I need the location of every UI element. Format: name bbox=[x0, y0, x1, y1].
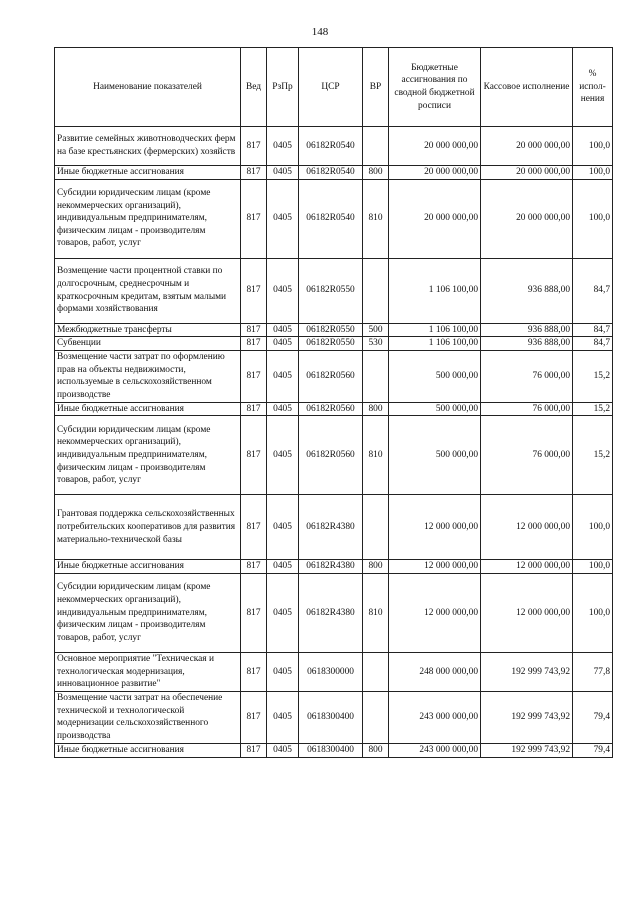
cell-budget: 20 000 000,00 bbox=[389, 166, 481, 180]
cell-pct: 100,0 bbox=[573, 573, 613, 652]
cell-cash: 12 000 000,00 bbox=[481, 560, 573, 574]
table-row bbox=[55, 691, 613, 743]
cell-rzpr: 0405 bbox=[267, 258, 299, 323]
cell-rzpr: 0405 bbox=[267, 127, 299, 166]
cell-csr: 0618300400 bbox=[299, 691, 363, 743]
cell-rzpr: 0405 bbox=[267, 337, 299, 351]
cell-cash: 192 999 743,92 bbox=[481, 652, 573, 691]
cell-budget: 1 106 100,00 bbox=[389, 337, 481, 351]
cell-cash: 20 000 000,00 bbox=[481, 166, 573, 180]
cell-budget: 500 000,00 bbox=[389, 416, 481, 495]
cell-pct: 100,0 bbox=[573, 127, 613, 166]
cell-ved: 817 bbox=[241, 166, 267, 180]
cell-cash: 76 000,00 bbox=[481, 416, 573, 495]
cell-cash: 76 000,00 bbox=[481, 350, 573, 402]
cell-rzpr: 0405 bbox=[267, 573, 299, 652]
cell-vr bbox=[363, 495, 389, 560]
header-csr: ЦСР bbox=[299, 48, 363, 127]
table-row bbox=[55, 179, 613, 258]
cell-ved: 817 bbox=[241, 495, 267, 560]
cell-pct: 100,0 bbox=[573, 166, 613, 180]
header-budget: Бюджетные ассигнования по сводной бюджетной росписи bbox=[389, 48, 481, 127]
cell-rzpr: 0405 bbox=[267, 402, 299, 416]
cell-name: Иные бюджетные ассигнования bbox=[55, 402, 241, 416]
cell-budget: 243 000 000,00 bbox=[389, 743, 481, 757]
table-row bbox=[55, 350, 613, 402]
cell-vr bbox=[363, 350, 389, 402]
cell-ved: 817 bbox=[241, 691, 267, 743]
cell-name: Субсидии юридическим лицам (кроме некоммерческих организаций), индивидуальным предпринимателям, физическим лицам - производителям товаров, работ, услуг bbox=[55, 179, 241, 258]
header-name: Наименование показателей bbox=[55, 48, 241, 127]
cell-pct: 79,4 bbox=[573, 691, 613, 743]
cell-pct: 84,7 bbox=[573, 323, 613, 337]
cell-pct: 79,4 bbox=[573, 743, 613, 757]
cell-csr: 06182R0540 bbox=[299, 127, 363, 166]
cell-ved: 817 bbox=[241, 402, 267, 416]
table-row bbox=[55, 495, 613, 560]
cell-name: Субсидии юридическим лицам (кроме некоммерческих организаций), индивидуальным предпринимателям, физическим лицам - производителям товаров, работ, услуг bbox=[55, 573, 241, 652]
cell-csr: 06182R0550 bbox=[299, 323, 363, 337]
cell-vr: 800 bbox=[363, 402, 389, 416]
cell-name: Иные бюджетные ассигнования bbox=[55, 560, 241, 574]
cell-ved: 817 bbox=[241, 179, 267, 258]
cell-cash: 192 999 743,92 bbox=[481, 743, 573, 757]
cell-cash: 76 000,00 bbox=[481, 402, 573, 416]
cell-ved: 817 bbox=[241, 652, 267, 691]
cell-rzpr: 0405 bbox=[267, 495, 299, 560]
cell-budget: 248 000 000,00 bbox=[389, 652, 481, 691]
table-row bbox=[55, 258, 613, 323]
table-row bbox=[55, 402, 613, 416]
table-row bbox=[55, 323, 613, 337]
cell-ved: 817 bbox=[241, 127, 267, 166]
cell-rzpr: 0405 bbox=[267, 743, 299, 757]
cell-budget: 20 000 000,00 bbox=[389, 127, 481, 166]
cell-vr: 800 bbox=[363, 560, 389, 574]
cell-ved: 817 bbox=[241, 258, 267, 323]
cell-csr: 06182R0540 bbox=[299, 166, 363, 180]
table-row bbox=[55, 652, 613, 691]
cell-rzpr: 0405 bbox=[267, 323, 299, 337]
cell-pct: 15,2 bbox=[573, 350, 613, 402]
cell-budget: 12 000 000,00 bbox=[389, 560, 481, 574]
cell-cash: 192 999 743,92 bbox=[481, 691, 573, 743]
cell-cash: 12 000 000,00 bbox=[481, 573, 573, 652]
cell-vr bbox=[363, 258, 389, 323]
table-row bbox=[55, 573, 613, 652]
cell-name: Межбюджетные трансферты bbox=[55, 323, 241, 337]
cell-pct: 100,0 bbox=[573, 179, 613, 258]
cell-csr: 0618300400 bbox=[299, 743, 363, 757]
cell-csr: 06182R4380 bbox=[299, 573, 363, 652]
cell-pct: 15,2 bbox=[573, 402, 613, 416]
table-row bbox=[55, 166, 613, 180]
cell-cash: 20 000 000,00 bbox=[481, 127, 573, 166]
cell-vr: 530 bbox=[363, 337, 389, 351]
cell-cash: 12 000 000,00 bbox=[481, 495, 573, 560]
cell-vr bbox=[363, 691, 389, 743]
cell-rzpr: 0405 bbox=[267, 179, 299, 258]
cell-budget: 243 000 000,00 bbox=[389, 691, 481, 743]
cell-cash: 936 888,00 bbox=[481, 258, 573, 323]
cell-vr bbox=[363, 127, 389, 166]
cell-rzpr: 0405 bbox=[267, 166, 299, 180]
cell-vr bbox=[363, 652, 389, 691]
header-row bbox=[55, 48, 613, 127]
header-rzpr: РзПр bbox=[267, 48, 299, 127]
cell-rzpr: 0405 bbox=[267, 416, 299, 495]
cell-csr: 06182R0560 bbox=[299, 402, 363, 416]
header-cash: Кассовое исполнение bbox=[481, 48, 573, 127]
cell-csr: 06182R0560 bbox=[299, 350, 363, 402]
cell-budget: 1 106 100,00 bbox=[389, 258, 481, 323]
page-number: 148 bbox=[311, 26, 329, 38]
cell-name: Возмещение части затрат по оформлению прав на объекты недвижимости, используемые в сельскохозяйственном производстве bbox=[55, 350, 241, 402]
cell-pct: 100,0 bbox=[573, 495, 613, 560]
cell-ved: 817 bbox=[241, 323, 267, 337]
cell-budget: 12 000 000,00 bbox=[389, 573, 481, 652]
cell-pct: 15,2 bbox=[573, 416, 613, 495]
cell-cash: 20 000 000,00 bbox=[481, 179, 573, 258]
table-row bbox=[55, 337, 613, 351]
header-vr: ВР bbox=[363, 48, 389, 127]
header-ved: Вед bbox=[241, 48, 267, 127]
cell-pct: 100,0 bbox=[573, 560, 613, 574]
cell-rzpr: 0405 bbox=[267, 691, 299, 743]
cell-budget: 20 000 000,00 bbox=[389, 179, 481, 258]
cell-ved: 817 bbox=[241, 560, 267, 574]
cell-rzpr: 0405 bbox=[267, 350, 299, 402]
cell-budget: 500 000,00 bbox=[389, 350, 481, 402]
cell-ved: 817 bbox=[241, 573, 267, 652]
cell-rzpr: 0405 bbox=[267, 560, 299, 574]
cell-ved: 817 bbox=[241, 416, 267, 495]
cell-csr: 06182R0560 bbox=[299, 416, 363, 495]
cell-ved: 817 bbox=[241, 743, 267, 757]
cell-csr: 0618300000 bbox=[299, 652, 363, 691]
cell-vr: 810 bbox=[363, 416, 389, 495]
cell-vr: 810 bbox=[363, 573, 389, 652]
cell-budget: 12 000 000,00 bbox=[389, 495, 481, 560]
cell-pct: 77,8 bbox=[573, 652, 613, 691]
cell-vr: 500 bbox=[363, 323, 389, 337]
cell-name: Иные бюджетные ассигнования bbox=[55, 743, 241, 757]
cell-vr: 800 bbox=[363, 743, 389, 757]
cell-name: Иные бюджетные ассигнования bbox=[55, 166, 241, 180]
cell-ved: 817 bbox=[241, 337, 267, 351]
cell-csr: 06182R0550 bbox=[299, 337, 363, 351]
cell-cash: 936 888,00 bbox=[481, 323, 573, 337]
cell-csr: 06182R0540 bbox=[299, 179, 363, 258]
table-row bbox=[55, 743, 613, 757]
table-row bbox=[55, 560, 613, 574]
cell-vr: 800 bbox=[363, 166, 389, 180]
cell-csr: 06182R0550 bbox=[299, 258, 363, 323]
cell-name: Субсидии юридическим лицам (кроме некоммерческих организаций), индивидуальным предпринимателям, физическим лицам - производителям товаров, работ, услуг bbox=[55, 416, 241, 495]
header-pct: % испол-нения bbox=[573, 48, 613, 127]
cell-rzpr: 0405 bbox=[267, 652, 299, 691]
cell-budget: 1 106 100,00 bbox=[389, 323, 481, 337]
budget-execution-table bbox=[54, 47, 613, 758]
cell-name: Развитие семейных животноводческих ферм на базе крестьянских (фермерских) хозяйств bbox=[55, 127, 241, 166]
cell-name: Возмещение части затрат на обеспечение технической и технологической модернизации сельскохозяйственного производства bbox=[55, 691, 241, 743]
table-row bbox=[55, 127, 613, 166]
cell-pct: 84,7 bbox=[573, 258, 613, 323]
cell-name: Грантовая поддержка сельскохозяйственных потребительских кооперативов для развития материально-технической базы bbox=[55, 495, 241, 560]
cell-cash: 936 888,00 bbox=[481, 337, 573, 351]
cell-csr: 06182R4380 bbox=[299, 560, 363, 574]
cell-budget: 500 000,00 bbox=[389, 402, 481, 416]
table-row bbox=[55, 416, 613, 495]
cell-ved: 817 bbox=[241, 350, 267, 402]
cell-name: Субвенции bbox=[55, 337, 241, 351]
cell-name: Возмещение части процентной ставки по долгосрочным, среднесрочным и краткосрочным кредитам, взятым малыми формами хозяйствования bbox=[55, 258, 241, 323]
cell-vr: 810 bbox=[363, 179, 389, 258]
cell-name: Основное мероприятие "Техническая и технологическая модернизация, инновационное развитие" bbox=[55, 652, 241, 691]
cell-csr: 06182R4380 bbox=[299, 495, 363, 560]
cell-pct: 84,7 bbox=[573, 337, 613, 351]
